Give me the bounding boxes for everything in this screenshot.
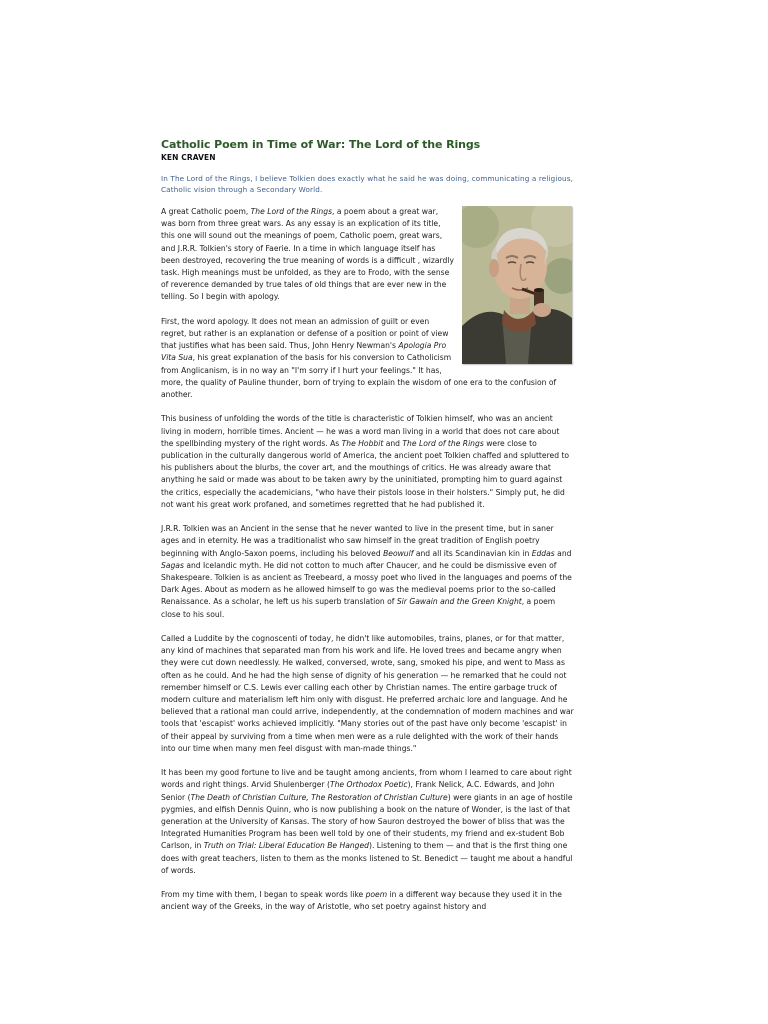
paragraph-text: It has been my good fortune to live and be taught among ancients, from whom I learned to care about right words and right things. Arvid Shulenberger ( — [161, 768, 572, 790]
paragraph-text: and — [383, 438, 403, 448]
paragraph-text: and all its Scandinavian kin in — [413, 548, 532, 558]
italic-title: The Orthodox Poetic — [329, 780, 408, 790]
paragraph-text: were close to publication in the culturally dangerous world of America, the ancient poet Tolkien chaffed and spluttered to his publishers about the blurbs, the cover art, and the mouthings of critics. He was already aware that anything he said or made was about to be taken awry by the uninitiated, prompting him to guard against the critics, especially the academicians, "who have their pistols loose in their holsters." Simply put, he did not want his great work profaned, and sometimes regretted that he had published it. — [161, 438, 570, 509]
paragraph-text: in a different way because they used it in the ancient way of the Greeks, in the way of Aristotle, who set poetry against history and — [161, 890, 562, 912]
paragraph-text: ). Listening to them — and that is the first thing one does with great teachers, listen to them as the monks listened to St. Benedict — taught me about a handful of words. — [161, 841, 573, 875]
italic-title: Apologia Pro Vita Sua — [161, 341, 447, 363]
paragraph-text: J.R.R. Tolkien was an Ancient in the sense that he never wanted to live in the present time, but in saner ages and in eternity. He was a traditionalist who saw himself in the great tradition of English poetry beginning with Anglo-Saxon poems, including his beloved — [161, 524, 554, 558]
italic-title: The Hobbit — [341, 438, 384, 448]
paragraph-text: and — [554, 548, 572, 558]
article-dek: In The Lord of the Rings, I believe Tolkien does exactly what he said he was doing, communicating a religious, Catholic vision through a Secondary World. — [161, 174, 574, 194]
paragraph-text: From my time with them, I began to speak words like — [161, 890, 366, 900]
italic-title: Beowulf — [383, 548, 414, 558]
paragraph-text: ), Frank Nelick, A.C. Edwards, and John Senior ( — [161, 780, 555, 802]
author-photo — [460, 206, 574, 366]
body-paragraph — [161, 767, 574, 877]
paragraph-text: ) were giants in an age of hostile pygmies, and elfish Dennis Quinn, who is now publishing a book on the nature of Wonder, is the last of that generation at the University of Kansas. The story of how Sauron destroyed the bower of bliss that was the Integrated Humanities Program has been well told by one of their students, my friend and ex-student Bob Carlson, in — [161, 792, 573, 851]
body-paragraph — [161, 633, 574, 755]
italic-title: Sagas — [161, 560, 184, 570]
italic-title: The Lord of the Rings — [250, 207, 333, 216]
portrait-photo-icon — [462, 206, 572, 364]
italic-title: Eddas — [531, 548, 555, 558]
paragraph-text: Called a Luddite by the cognoscenti of today, he didn't like automobiles, trains, planes, or for that matter, any kind of machines that separated man from his work and life. He loved trees and became angry when they were cut down needlessly. He walked, conversed, wrote, sang, smoked his pipe, and went to Mass as often as he could. And he had the high sense of dignity of his generation — he remarked that he could not remember himself or C.S. Lewis ever calling each other by Christian names. The entire garbage truck of modern culture and materialism left him only with disgust. He preferred archaic lore and language. And he believed that a rational man could arrive, independently, at the condemnation of modern machines and war tools that 'escapist' works achieved implicitly. "Many stories out of the past have only become 'escapist' in of their appeal by surviving from a time when men were as a rule delighted with the work of their hands into our time when many men feel disgust with man-made things." — [161, 634, 574, 753]
italic-title: Truth on Trial: Liberal Education Be Hanged — [203, 841, 369, 851]
italic-title: The Lord of the Rings — [402, 438, 484, 448]
paragraph-text: , his great explanation of the basis for his conversion to Catholicism from Anglicanism, is in no way an "I'm sorry if I hurt your feelings." It has, more, the quality of Pauline thunder, born of trying to explain the wisdom of one era to the confusion of another. — [161, 353, 557, 400]
italic-title: poem — [365, 890, 388, 900]
italic-title: Sir Gawain and the Green Knight — [396, 597, 522, 607]
italic-title: The Death of Christian Culture, The Restoration of Christian Culture — [190, 792, 448, 802]
paragraph-text: First, the word apology. It does not mean an admission of guilt or even regret, but rather is an explanation or defense of a position or point of view that justifies what has been said. Thus, John Henry Newman's — [161, 316, 449, 351]
paragraph-text: A great Catholic poem, — [161, 207, 251, 216]
body-paragraph — [161, 413, 574, 511]
article-author: KEN CRAVEN — [161, 153, 216, 162]
paragraph-text: , a poem about a great war, was born from three great wars. As any essay is an explication of its title, this one will sound out the meanings of poem, Catholic poem, great wars, and J.R.R. Tolkien's story of Faerie. In a time in which language itself has been destroyed, recovering the true meaning of words is a difficult , wizardly task. High meanings must be unfolded, as they are to Frodo, with the sense of reverence demanded by true tales of old things that are ever new in the telling. So I begin with apology. — [161, 207, 454, 302]
paragraph-text: and Icelandic myth. He did not cotton to much after Chaucer, and he could be dismissive even of Shakespeare. Tolkien is as ancient as Treebeard, a mossy poet who lived in the languages and poems of the Dark Ages. About as modern as he allowed himself to go was the medieval poems prior to the so-called Renaissance. As a scholar, he left us his superb translation of — [161, 560, 572, 607]
paragraph-text: , a poem close to his soul. — [161, 597, 556, 619]
article-title: Catholic Poem in Time of War: The Lord of the Rings — [161, 138, 481, 151]
body-paragraph — [161, 523, 574, 621]
article — [161, 138, 574, 926]
article-body — [161, 206, 574, 914]
paragraph-text: This business of unfolding the words of the title is characteristic of Tolkien himself, who was an ancient living in modern, horrible times. Ancient — he was a word man living in a world that does not care about the spellbinding mystery of the right words. As — [161, 414, 560, 448]
body-paragraph — [161, 889, 574, 913]
